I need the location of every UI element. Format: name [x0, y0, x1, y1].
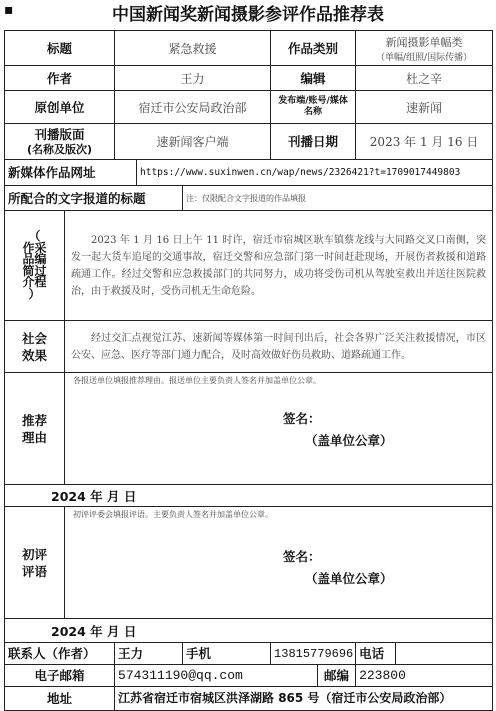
email-value[interactable]: 574311190@qq.com [115, 665, 318, 687]
row-url [5, 160, 493, 186]
phone-value[interactable]: 13815779696 [271, 643, 356, 665]
review-note: 初评评委会填报评语。主要负责人签名并加盖单位公章。 [73, 510, 273, 519]
layout-label-cell [5, 124, 115, 160]
date-value[interactable]: 2023 年 1 月 16 日 [356, 124, 493, 160]
platform-label: 发布端/账号/媒体名称 [271, 91, 356, 124]
row-email [5, 665, 493, 687]
unit-label: 原创单位 [5, 91, 115, 124]
row-unit [5, 91, 493, 124]
effect-label: 社会 效果 [5, 321, 65, 373]
reason-date[interactable]: 2024 年 月 日 [5, 485, 493, 507]
contact-name[interactable]: 王力 [115, 643, 183, 665]
zip-value[interactable]: 223800 [356, 665, 493, 687]
row-reason [5, 373, 493, 485]
layout-value[interactable]: 速新闻客户端 [115, 124, 271, 160]
effect-text[interactable]: 经过交汇点视觉江苏、速新闻等媒体第一时间刊出后，社会各界广泛关注救援情况，市区公安、应急、医疗等部门通力配合，及时高效做好伤员救助、道路疏通工作。 [65, 321, 493, 373]
title-label: 标题 [5, 31, 115, 66]
review-label: 初评 评语 [5, 507, 65, 619]
row-reason-date [5, 485, 493, 507]
reason-note: 各报送单位填报推荐理由。报送单位主要负责人签名并加盖单位公章。 [73, 376, 321, 385]
bullet-mark: ▪ [4, 2, 14, 18]
platform-value[interactable]: 速新闻 [356, 91, 493, 124]
url-value[interactable]: https://www.suxinwen.cn/wap/news/2326421?t=1709017449803 [137, 160, 493, 186]
author-value[interactable]: 王力 [115, 66, 271, 91]
date-label: 刊播日期 [271, 124, 356, 160]
url-label: 新媒体作品网址 [5, 160, 137, 186]
address-value[interactable]: 江苏省宿迁市宿城区洪泽湖路 865 号（宿迁市公安局政治部） [115, 687, 493, 711]
review-seal: （盖单位公章） [305, 571, 393, 586]
review-sign: 签名： [283, 549, 321, 564]
row-review-date [5, 619, 493, 643]
intro-label: （ 作采 品编 简过 介程 ） [5, 211, 65, 321]
review-cell[interactable] [65, 507, 493, 619]
tel-label: 电话 [356, 643, 396, 665]
contact-label: 联系人（作者） [5, 643, 115, 665]
reason-seal: （盖单位公章） [305, 433, 393, 448]
layout-sublabel: (名称及版次) [26, 142, 93, 156]
page-title: 中国新闻奖新闻摄影参评作品推荐表 [112, 5, 384, 25]
related-label: 所配合的文字报道的标题 [5, 186, 183, 211]
review-date[interactable]: 2024 年 月 日 [5, 619, 493, 643]
reason-label: 推荐 理由 [5, 373, 65, 485]
category-value: 新闻摄影单幅类 [385, 35, 463, 49]
reason-cell[interactable] [65, 373, 493, 485]
email-label: 电子邮箱 [5, 665, 115, 687]
related-note[interactable]: 注：仅限配合文字报道的作品填报 [183, 186, 493, 211]
row-review [5, 507, 493, 619]
editor-label: 编辑 [271, 66, 356, 91]
layout-label: 刊播版面 [34, 126, 85, 142]
tel-value[interactable] [396, 643, 493, 665]
editor-value[interactable]: 杜之辛 [356, 66, 493, 91]
recommendation-form [4, 30, 493, 711]
title-value[interactable]: 紧急救援 [115, 31, 271, 66]
row-address [5, 687, 493, 711]
category-label: 作品类别 [271, 31, 356, 66]
row-related [5, 186, 493, 211]
zip-label: 邮编 [318, 665, 356, 687]
author-label: 作者 [5, 66, 115, 91]
row-title [5, 31, 493, 66]
row-contact [5, 643, 493, 665]
unit-value[interactable]: 宿迁市公安局政治部 [115, 91, 271, 124]
address-label: 地址 [5, 687, 115, 711]
phone-label: 手机 [183, 643, 271, 665]
reason-sign: 签名： [283, 411, 321, 426]
row-layout [5, 124, 493, 160]
intro-text[interactable]: 2023 年 1 月 16 日上午 11 时许，宿迁市宿城区耿车镇蔡龙线与大同路交叉口南侧，突发一起大货车追尾的交通事故，宿迁交警和应急部门第一时间赶赴现场，开展伤者救援和道路疏通工作。经过交警和应急救援部门的共同努力，成功将受伤司机从驾驶室救出并送往医院救治，由于救援及时，受伤司机无生命危险。 [65, 211, 493, 321]
row-effect [5, 321, 493, 373]
category-note: （单幅/组照/国际传播） [376, 52, 473, 63]
category-cell[interactable] [356, 31, 493, 66]
row-intro [5, 211, 493, 321]
row-author [5, 66, 493, 91]
